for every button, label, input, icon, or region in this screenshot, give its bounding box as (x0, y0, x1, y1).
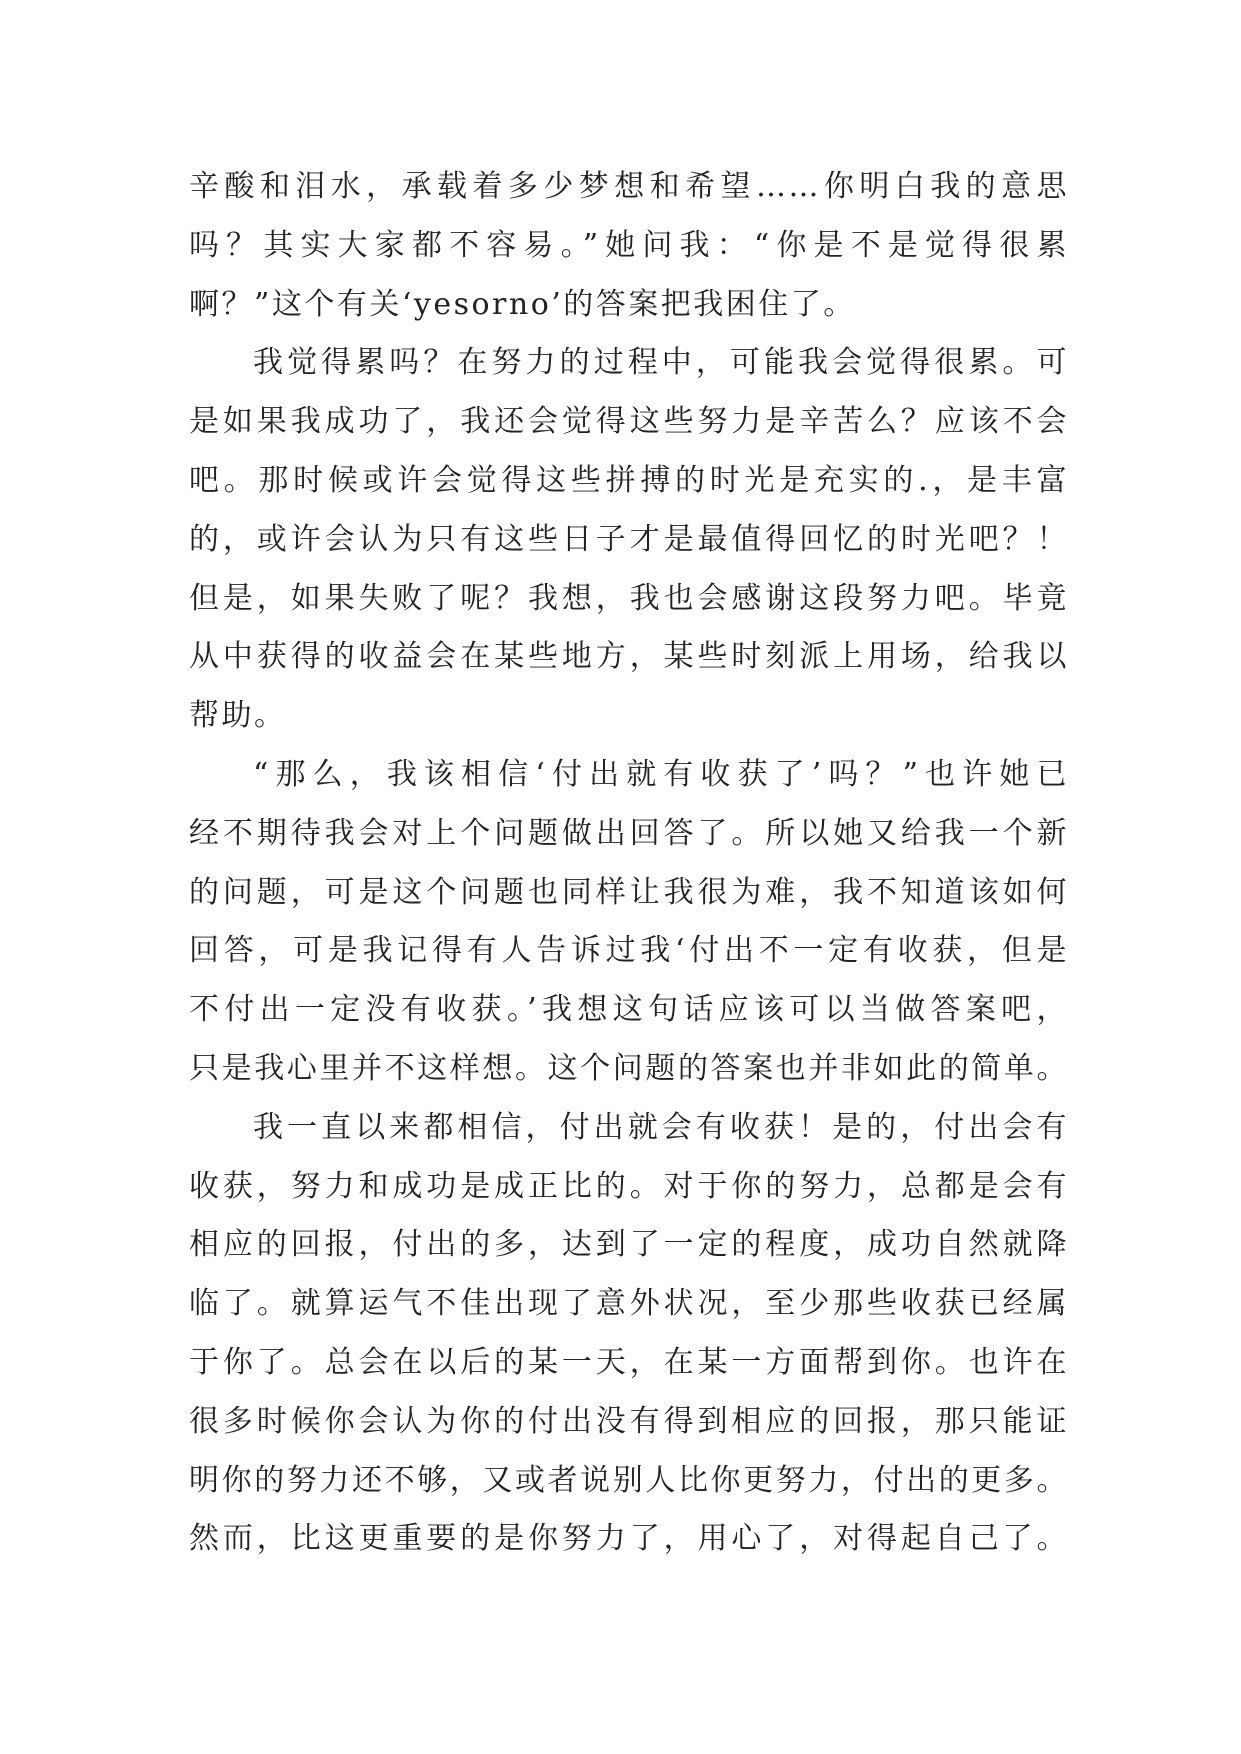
paragraph-start-line: “那么，我该相信‘付出就有收获了’吗？”也许她已 (253, 756, 1069, 792)
text-line: 于你了。总会在以后的某一天，在某一方面帮到你。也许在 (189, 1344, 1069, 1380)
paragraph-start-line: 我一直以来都相信，付出就会有收获！是的，付出会有 (253, 1109, 1069, 1145)
text-line: 明你的努力还不够，又或者说别人比你更努力，付出的更多。 (189, 1462, 1069, 1498)
paragraph-start-line: 我觉得累吗？在努力的过程中，可能我会觉得很累。可 (253, 345, 1069, 381)
text-line: 然而，比这更重要的是你努力了，用心了，对得起自己了。 (189, 1521, 1069, 1557)
text-line: 的，或许会认为只有这些日子才是最值得回忆的时光吧？！ (189, 521, 1069, 557)
text-line: 吧。那时候或许会觉得这些拼搏的时光是充实的.，是丰富 (189, 462, 1069, 498)
text-line: 的问题，可是这个问题也同样让我很为难，我不知道该如何 (189, 874, 1069, 910)
text-line: 经不期待我会对上个问题做出回答了。所以她又给我一个新 (189, 815, 1069, 851)
text-line: 回答，可是我记得有人告诉过我‘付出不一定有收获，但是 (189, 933, 1069, 969)
text-line: 临了。就算运气不佳出现了意外状况，至少那些收获已经属 (189, 1286, 1069, 1322)
text-line: 辛酸和泪水，承载着多少梦想和希望……你明白我的意思 (189, 169, 1069, 204)
text-line: 不付出一定没有收获。’我想这句话应该可以当做答案吧， (189, 992, 1069, 1028)
text-line: 吗？其实大家都不容易。”她问我：“你是不是觉得很累 (189, 227, 1069, 263)
text-line: 是如果我成功了，我还会觉得这些努力是辛苦么？应该不会 (189, 404, 1069, 440)
text-line: 但是，如果失败了呢？我想，我也会感谢这段努力吧。毕竟 (189, 580, 1069, 616)
text-line: 帮助。 (189, 698, 287, 734)
text-line: 啊？”这个有关‘yesorno’的答案把我困住了。 (189, 286, 856, 322)
text-line: 只是我心里并不这样想。这个问题的答案也并非如此的简单。 (189, 1050, 1069, 1086)
text-line: 相应的回报，付出的多，达到了一定的程度，成功自然就降 (189, 1227, 1069, 1263)
document-body (189, 158, 1069, 1569)
text-line: 收获，努力和成功是成正比的。对于你的努力，总都是会有 (189, 1168, 1069, 1204)
text-line: 从中获得的收益会在某些地方，某些时刻派上用场，给我以 (189, 639, 1069, 675)
text-line: 很多时候你会认为你的付出没有得到相应的回报，那只能证 (189, 1403, 1069, 1439)
